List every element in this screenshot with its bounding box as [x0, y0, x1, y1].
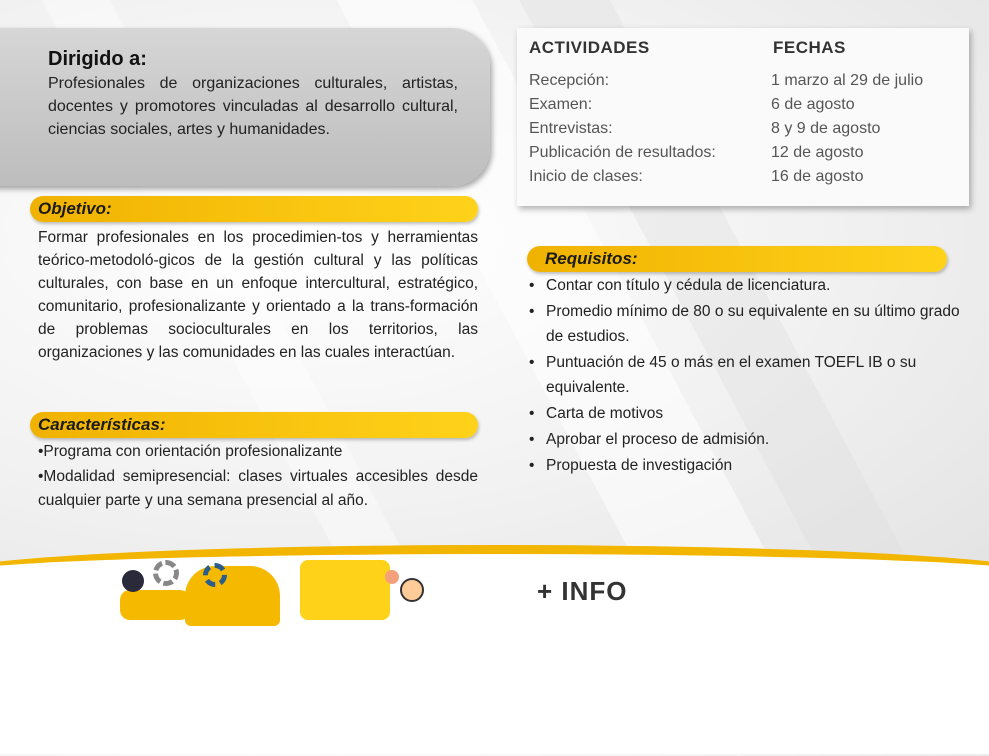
schedule-header-activity: ACTIVIDADES: [529, 38, 650, 57]
schedule-table: [517, 28, 969, 206]
schedule-activity: Entrevistas:: [529, 120, 613, 137]
requirement-item: • Aprobar el proceso de admisión.: [527, 427, 967, 452]
features-header: [30, 412, 478, 438]
schedule-activity: Recepción:: [529, 72, 610, 89]
footer-banner: [0, 545, 989, 754]
requirements-list: [527, 273, 967, 479]
puzzle-piece-illustration: [300, 560, 390, 620]
requirement-item: • Propuesta de investigación: [527, 453, 967, 478]
requirement-item: • Promedio mínimo de 80 o su equivalente en su último grado de estudios.: [527, 299, 967, 349]
puzzle-piece-illustration: [185, 566, 280, 626]
gear-icon: [203, 563, 227, 587]
more-info-link[interactable]: + INFO: [537, 576, 628, 606]
feature-item: •Programa con orientación profesionalizante: [38, 443, 343, 460]
requirements-header: [527, 246, 947, 272]
audience-text: Profesionales de organizaciones culturales, artistas, docentes y promotores vinculadas al desarrollo cultural, ciencias sociales, artes y humanidades.: [48, 75, 458, 138]
schedule-date: 16 de agosto: [771, 168, 864, 185]
person-illustration: [400, 578, 424, 602]
requirement-item: • Contar con título y cédula de licenciatura.: [527, 273, 967, 298]
schedule-header-date: FECHAS: [773, 38, 846, 57]
schedule-activity: Examen:: [529, 96, 593, 113]
puzzle-piece-illustration: [120, 590, 190, 620]
schedule-activity: Publicación de resultados:: [529, 144, 716, 161]
requirement-item: • Carta de motivos: [527, 401, 967, 426]
schedule-activity: Inicio de clases:: [529, 168, 643, 185]
schedule-date: 8 y 9 de agosto: [771, 120, 881, 137]
requirement-item: • Puntuación de 45 o más en el examen TOEFL IB o su equivalente.: [527, 350, 967, 400]
features-list: [38, 440, 478, 514]
schedule-activity-column: [529, 69, 716, 189]
schedule-date: 12 de agosto: [771, 144, 864, 161]
audience-title: Dirigido a:: [48, 48, 147, 70]
person-illustration: [122, 570, 144, 592]
objective-text: Formar profesionales en los procedimien-tos y herramientas teórico-metodoló-gicos de la gestión cultural y las políticas culturales, con base en un enfoque intercultural, estratégico, comunitario, profesionalizante y orientado a la trans-formación de problemas socioculturales en los territorios, las organizaciones y las comunidades en las cuales interactúan.: [38, 229, 478, 361]
schedule-date: 6 de agosto: [771, 96, 855, 113]
schedule-date-column: [771, 69, 923, 189]
objective-title: Objetivo:: [38, 199, 112, 218]
hand-illustration: [385, 570, 399, 584]
feature-item: •Modalidad semipresencial: clases virtuales accesibles desde cualquier parte y una semana presencial al año.: [38, 467, 478, 509]
objective-header: [30, 196, 478, 222]
features-title: Características:: [38, 415, 166, 434]
gear-icon: [153, 560, 179, 586]
requirements-title: Requisitos:: [545, 249, 638, 268]
schedule-date: 1 marzo al 29 de julio: [771, 72, 924, 89]
